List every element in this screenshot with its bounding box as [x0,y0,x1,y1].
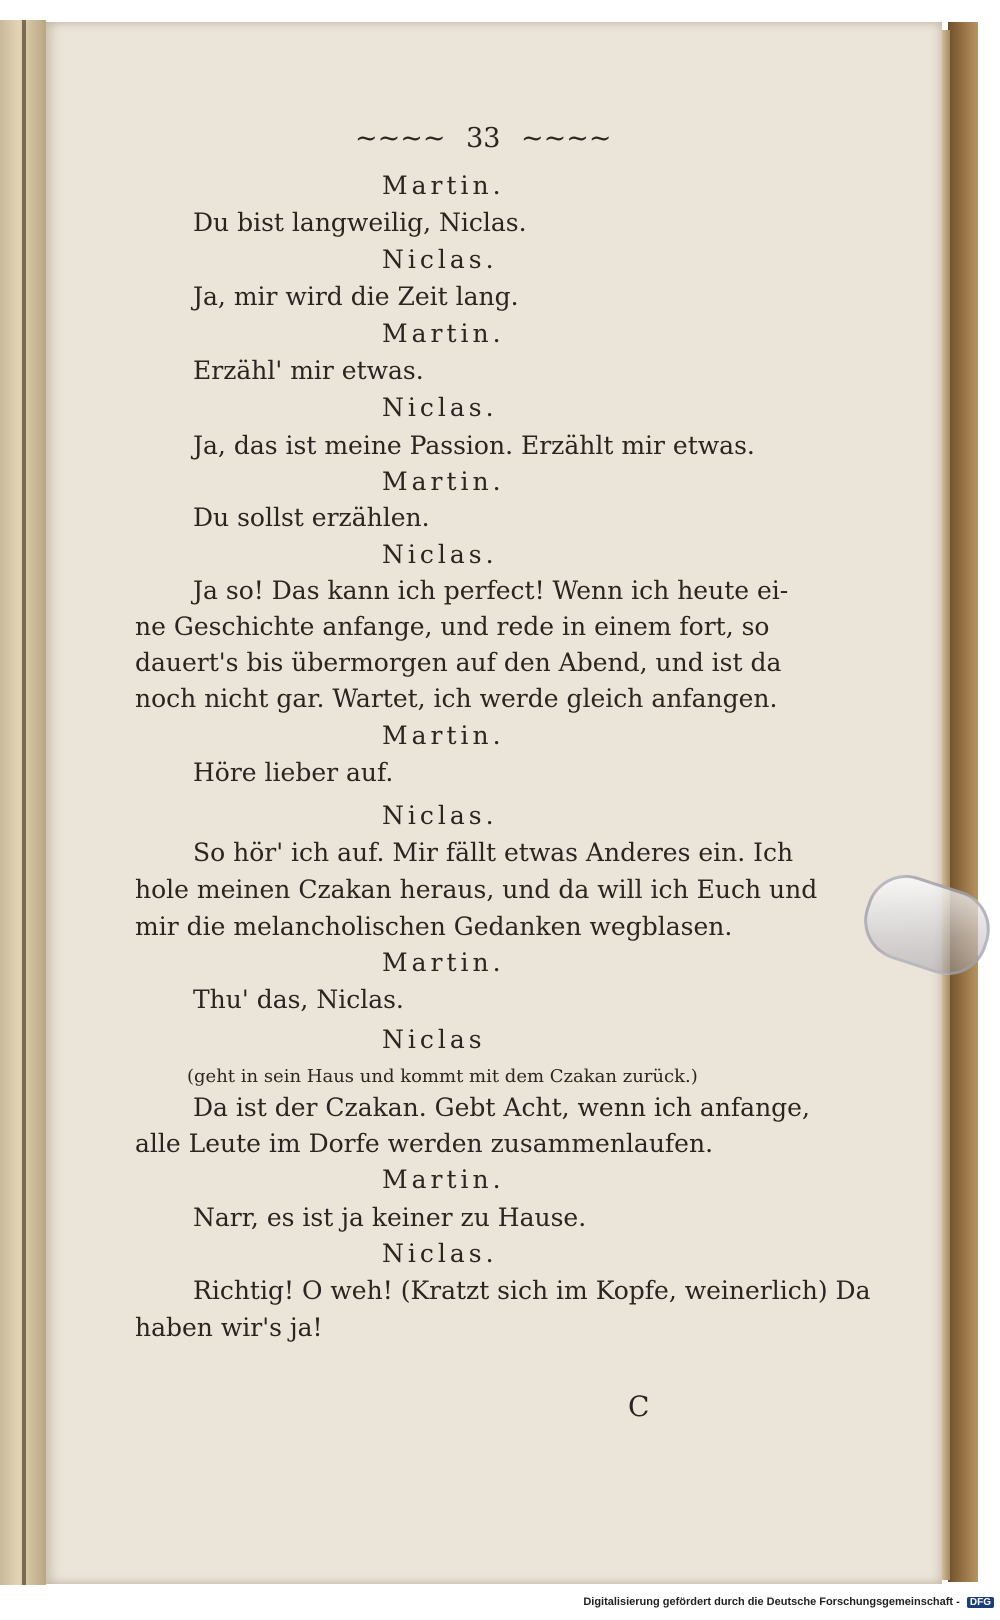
speaker-name: Martin. [382,721,505,750]
dfg-logo: DFG [967,1597,994,1608]
dialogue-line: haben wir's ja! [135,1313,323,1342]
speaker-name: Martin. [382,319,505,348]
dialogue-line: Höre lieber auf. [193,758,394,787]
ornament-left: ~~~~ [355,123,446,154]
dialogue-line: Narr, es ist ja keiner zu Hause. [193,1203,587,1232]
speaker-name: Niclas [382,1025,486,1054]
dialogue-line: hole meinen Czakan heraus, und da will ich Euch und [135,875,818,904]
dialogue-line: Thu' das, Niclas. [193,985,404,1014]
footer-text: Digitalisierung gefördert durch die Deutsche Forschungsgemeinschaft - [583,1596,960,1608]
stage-direction: (geht in sein Haus und kommt mit dem Czakan zurück.) [187,1066,698,1087]
dialogue-line: Ja, mir wird die Zeit lang. [193,282,519,311]
book-right-cover [948,22,978,1582]
speaker-name: Martin. [382,171,505,200]
ornament-right: ~~~~ [521,123,612,154]
speaker-name: Martin. [382,948,505,977]
dialogue-line: alle Leute im Dorfe werden zusammenlaufen. [135,1129,714,1158]
book-left-binding [22,20,26,1585]
dialogue-line: ne Geschichte anfange, und rede in einem fort, so [135,612,770,641]
dialogue-line: noch nicht gar. Wartet, ich werde gleich anfangen. [135,684,778,713]
signature-mark: C [628,1390,650,1423]
dialogue-line: Du sollst erzählen. [193,503,430,532]
dialogue-line: Du bist langweilig, Niclas. [193,208,527,237]
speaker-name: Niclas. [382,393,498,422]
dialogue-line: Richtig! O weh! (Kratzt sich im Kopfe, weinerlich) Da [193,1276,871,1305]
speaker-name: Niclas. [382,801,498,830]
speaker-name: Niclas. [382,245,498,274]
speaker-name: Martin. [382,1165,505,1194]
page-number: 33 [466,123,501,154]
dialogue-line: mir die melancholischen Gedanken wegblasen. [135,912,733,941]
digitization-footer [583,1596,994,1608]
dialogue-line: Ja so! Das kann ich perfect! Wenn ich heute ei- [193,576,789,605]
speaker-name: Martin. [382,467,505,496]
dialogue-line: dauert's bis übermorgen auf den Abend, und ist da [135,648,782,677]
speaker-name: Niclas. [382,540,498,569]
page-header [355,124,612,154]
speaker-name: Niclas. [382,1239,498,1268]
dialogue-line: Da ist der Czakan. Gebt Acht, wenn ich anfange, [193,1093,810,1122]
dialogue-line: Ja, das ist meine Passion. Erzählt mir etwas. [193,431,755,460]
dialogue-line: So hör' ich auf. Mir fällt etwas Anderes ein. Ich [193,838,794,867]
dialogue-line: Erzähl' mir etwas. [193,356,424,385]
